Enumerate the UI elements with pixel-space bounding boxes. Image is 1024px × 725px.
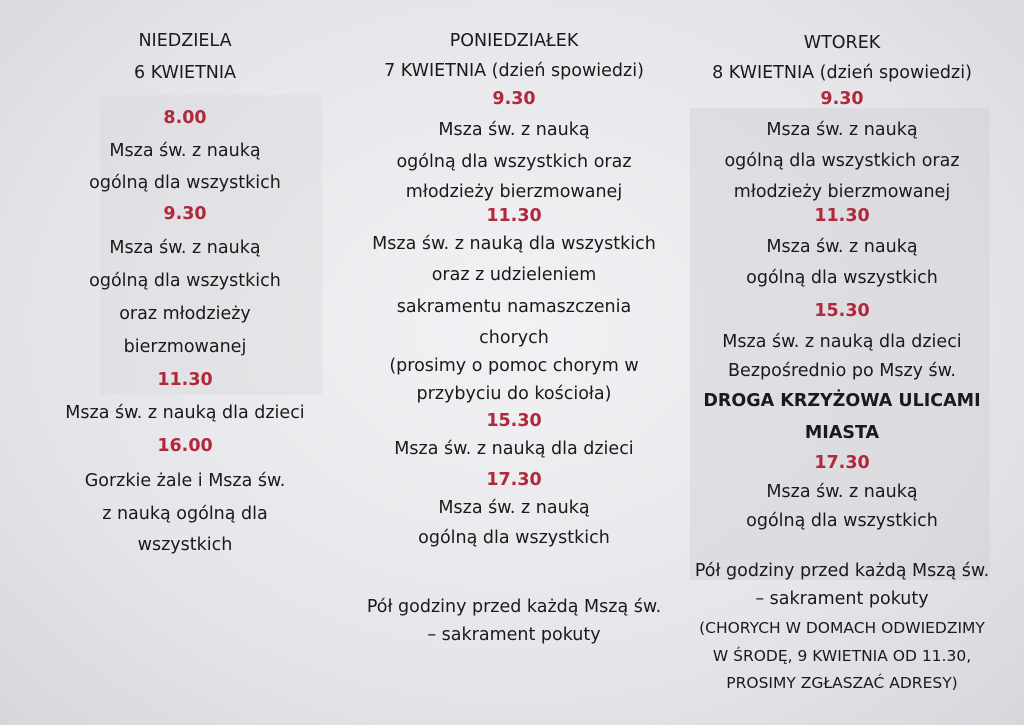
schedule-line: wszystkich: [137, 535, 233, 555]
day-heading: WTOREK: [803, 33, 881, 53]
schedule-line: Msza św. z nauką: [766, 120, 918, 140]
schedule-line: Pół godziny przed każdą Mszą św.: [694, 561, 990, 581]
schedule-line: Msza św. z nauką dla dzieci: [65, 403, 305, 423]
schedule-line: ogólną dla wszystkich oraz: [724, 151, 960, 171]
mass-time: 11.30: [486, 206, 542, 226]
schedule-line: ogólną dla wszystkich: [89, 173, 281, 193]
mass-time: 9.30: [820, 89, 864, 109]
note-line: W ŚRODĘ, 9 KWIETNIA OD 11.30,: [712, 647, 972, 665]
mass-time: 15.30: [814, 301, 870, 321]
schedule-line: Pół godziny przed każdą Mszą św.: [366, 597, 662, 617]
schedule-line: – sakrament pokuty: [755, 589, 929, 609]
mass-time: 15.30: [486, 411, 542, 431]
schedule-line: Gorzkie żale i Msza św.: [84, 471, 286, 491]
schedule-line: młodzieży bierzmowanej: [733, 182, 951, 202]
schedule-line: sakramentu namaszczenia: [396, 297, 632, 317]
mass-time: 17.30: [814, 453, 870, 473]
day-heading: NIEDZIELA: [138, 31, 232, 51]
mass-time: 17.30: [486, 470, 542, 490]
schedule-line: oraz młodzieży: [119, 304, 251, 324]
date-heading: 7 KWIETNIA (dzień spowiedzi): [384, 61, 644, 81]
schedule-line: oraz z udzieleniem: [431, 265, 597, 285]
schedule-line: ogólną dla wszystkich oraz: [396, 152, 632, 172]
schedule-line: Msza św. z nauką dla wszystkich: [372, 234, 656, 254]
mass-time: 9.30: [492, 89, 536, 109]
schedule-line: chorych: [479, 328, 549, 348]
schedule-line: przybyciu do kościoła): [416, 384, 612, 404]
event-title: MIASTA: [804, 423, 880, 443]
schedule-line: Bezpośrednio po Mszy św.: [728, 361, 956, 381]
day-heading: PONIEDZIAŁEK: [449, 31, 579, 51]
schedule-line: Msza św. z nauką: [766, 237, 918, 257]
schedule-line: – sakrament pokuty: [427, 625, 601, 645]
schedule-line: Msza św. z nauką: [109, 141, 261, 161]
schedule-line: bierzmowanej: [123, 337, 247, 357]
schedule-line: ogólną dla wszystkich: [89, 271, 281, 291]
schedule-line: (prosimy o pomoc chorym w: [389, 356, 639, 376]
mass-time: 8.00: [163, 108, 207, 128]
note-line: PROSIMY ZGŁASZAĆ ADRESY): [726, 674, 958, 692]
mass-time: 9.30: [163, 204, 207, 224]
schedule-line: ogólną dla wszystkich: [746, 511, 938, 531]
mass-time: 16.00: [157, 436, 213, 456]
mass-time: 11.30: [157, 370, 213, 390]
schedule-line: Msza św. z nauką: [766, 482, 918, 502]
schedule-line: z nauką ogólną dla: [102, 504, 268, 524]
schedule-line: ogólną dla wszystkich: [746, 268, 938, 288]
schedule-line: młodzieży bierzmowanej: [405, 182, 623, 202]
schedule-line: Msza św. z nauką: [438, 120, 590, 140]
note-line: (CHORYCH W DOMACH ODWIEDZIMY: [699, 619, 985, 637]
schedule-line: Msza św. z nauką dla dzieci: [722, 332, 962, 352]
event-title: DROGA KRZYŻOWA ULICAMI: [703, 391, 981, 411]
mass-time: 11.30: [814, 206, 870, 226]
schedule-line: Msza św. z nauką: [109, 238, 261, 258]
schedule-line: Msza św. z nauką dla dzieci: [394, 439, 634, 459]
schedule-line: ogólną dla wszystkich: [418, 528, 610, 548]
date-heading: 8 KWIETNIA (dzień spowiedzi): [712, 63, 972, 83]
schedule-line: Msza św. z nauką: [438, 498, 590, 518]
date-heading: 6 KWIETNIA: [134, 63, 236, 83]
